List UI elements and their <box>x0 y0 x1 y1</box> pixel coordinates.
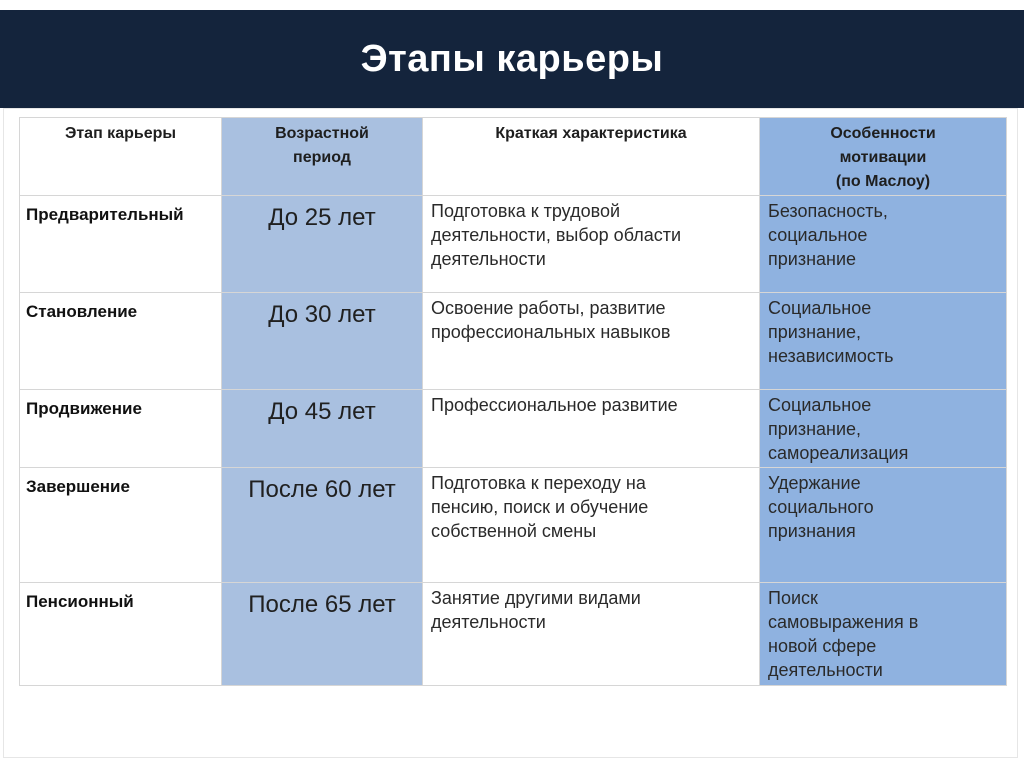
stage-motivation: Удержание социального признания <box>768 473 874 541</box>
stage-motivation: Поиск самовыражения в новой сфере деятельности <box>768 588 919 680</box>
title-banner <box>0 10 1024 108</box>
stage-name: Завершение <box>26 477 130 496</box>
stage-description: Подготовка к переходу на пенсию, поиск и обучение собственной смены <box>431 473 649 541</box>
career-stages-table <box>19 117 1007 686</box>
header-cell-motivation <box>760 118 1007 196</box>
stage-name: Пенсионный <box>26 592 134 611</box>
table-row <box>20 196 1007 293</box>
age-period: До 25 лет <box>268 204 376 231</box>
age-period: После 65 лет <box>248 591 396 618</box>
column-header: Этап карьеры <box>64 125 177 142</box>
age-period: До 45 лет <box>268 398 376 425</box>
table-row <box>20 390 1007 468</box>
table-row <box>20 583 1007 686</box>
table-row <box>20 468 1007 583</box>
stage-description: Занятие другими видами деятельности <box>431 588 641 632</box>
header-cell-stage <box>20 118 222 196</box>
stage-description: Подготовка к трудовой деятельности, выбор области деятельности <box>431 201 682 269</box>
stage-motivation: Социальное признание, независимость <box>768 298 894 366</box>
stage-name: Становление <box>26 302 138 321</box>
column-header: Возрастной период <box>275 125 369 166</box>
stage-name: Продвижение <box>26 399 142 418</box>
stage-description: Освоение работы, развитие профессиональных навыков <box>431 298 671 342</box>
header-cell-age <box>222 118 423 196</box>
age-period: После 60 лет <box>248 476 396 503</box>
page-title: Этапы карьеры <box>360 37 664 80</box>
stage-motivation: Социальное признание, самореализация <box>768 395 909 463</box>
column-header: Особенности мотивации (по Маслоу) <box>830 125 936 190</box>
age-period: До 30 лет <box>268 301 376 328</box>
header-cell-description <box>423 118 760 196</box>
column-header: Краткая характеристика <box>495 125 687 142</box>
stage-motivation: Безопасность, социальное признание <box>768 201 888 269</box>
table-header-row <box>20 118 1007 196</box>
stage-description: Профессиональное развитие <box>431 395 678 415</box>
stage-name: Предварительный <box>26 205 184 224</box>
table-row <box>20 293 1007 390</box>
